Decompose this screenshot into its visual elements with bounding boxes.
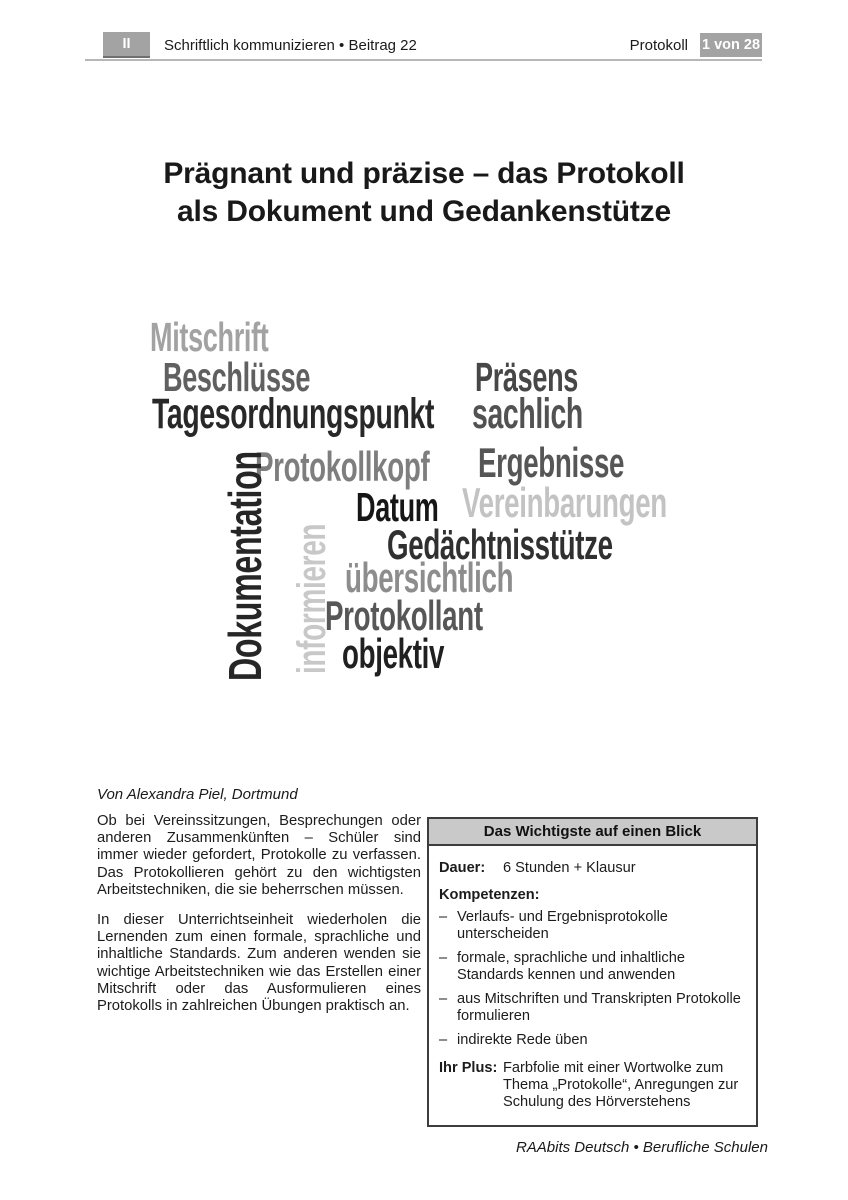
- cloud-word-dokumentation: Dokumentation: [219, 451, 271, 681]
- competence-item-text: Verlaufs- und Ergebnisprotokolle unterscheiden: [457, 909, 668, 942]
- intro-paragraph-2: In dieser Unterrichtseinheit wiederholen die Lernenden zum einen formale, sprachliche und inhaltliche Standards. Zum anderen wenden sie wichtige Arbeitstechniken wie das Erstellen einer Mitschrift oder das Ausformulieren eines Protokolls in zahlreichen Übungen praktisch an.: [97, 912, 421, 1015]
- plus-value: Farbfolie mit einer Wortwolke zum Thema „Protokolle“, Anregungen zur Schulung des Hörverstehens: [503, 1060, 739, 1110]
- bullet-dash: –: [439, 1032, 448, 1048]
- cloud-word-protokollant: Protokollant: [325, 592, 483, 639]
- overview-box-title: Das Wichtigste auf einen Blick: [429, 819, 756, 846]
- header-rubric: Schriftlich kommunizieren • Beitrag 22: [164, 36, 417, 54]
- page-number-badge: 1 von 28: [700, 33, 762, 57]
- cloud-word-protokollkopf: Protokollkopf: [255, 443, 430, 490]
- page-header: [85, 33, 762, 57]
- competence-item: [439, 991, 746, 1025]
- author-line: Von Alexandra Piel, Dortmund: [97, 786, 298, 803]
- duration-label: Dauer:: [439, 860, 486, 876]
- bullet-dash: –: [439, 950, 448, 966]
- header-divider: [85, 59, 762, 61]
- cloud-word-datum: Datum: [356, 484, 439, 530]
- plus-row: [439, 1060, 746, 1111]
- intro-text-column: [97, 813, 421, 1028]
- competences-label: Kompetenzen:: [439, 887, 540, 903]
- competence-item-text: aus Mitschriften und Transkripten Protokolle formulieren: [457, 991, 741, 1024]
- intro-paragraph-1: Ob bei Vereinssitzungen, Besprechungen oder anderen Zusammenkünften – Schüler sind immer wieder gefordert, Protokolle zu verfassen. Das Protokollieren gehört zu den wichtigsten Arbeitstechniken, die sie beherrschen müssen.: [97, 813, 421, 898]
- cloud-word-uebersichtlich: übersichtlich: [345, 554, 514, 601]
- plus-label: Ihr Plus:: [439, 1060, 498, 1076]
- bullet-dash: –: [439, 909, 448, 925]
- competence-item: [439, 909, 746, 943]
- cloud-word-mitschrift: Mitschrift: [150, 314, 269, 360]
- section-badge: II: [103, 32, 150, 58]
- cloud-word-beschluesse: Beschlüsse: [163, 354, 311, 400]
- competence-item: [439, 1032, 746, 1049]
- overview-box-body: [429, 846, 756, 1125]
- header-topic: Protokoll: [629, 36, 688, 54]
- cloud-word-praesens: Präsens: [475, 354, 579, 400]
- competence-item-text: formale, sprachliche und inhaltliche Standards kennen und anwenden: [457, 950, 685, 983]
- duration-value: 6 Stunden + Klausur: [503, 860, 636, 876]
- overview-box: [427, 817, 758, 1127]
- cloud-word-informieren: informieren: [290, 523, 334, 674]
- competence-item: [439, 950, 746, 984]
- cloud-word-objektiv: objektiv: [342, 630, 445, 677]
- page-title-line2: als Dokument und Gedankenstütze: [177, 195, 671, 228]
- cloud-word-gedaechtnisstuetze: Gedächtnisstütze: [387, 521, 613, 568]
- cloud-word-tagesordnungspunkt: Tagesordnungspunkt: [152, 390, 435, 438]
- cloud-word-sachlich: sachlich: [472, 390, 583, 438]
- footer-imprint: RAAbits Deutsch • Berufliche Schulen: [515, 1139, 768, 1156]
- competence-item-text: indirekte Rede üben: [457, 1032, 588, 1048]
- bullet-dash: –: [439, 991, 448, 1007]
- page-title: [80, 155, 768, 231]
- cloud-word-ergebnisse: Ergebnisse: [478, 439, 625, 486]
- page-title-line1: Prägnant und präzise – das Protokoll: [163, 157, 685, 190]
- cloud-word-vereinbarungen: Vereinbarungen: [462, 479, 667, 526]
- duration-row: [439, 860, 746, 877]
